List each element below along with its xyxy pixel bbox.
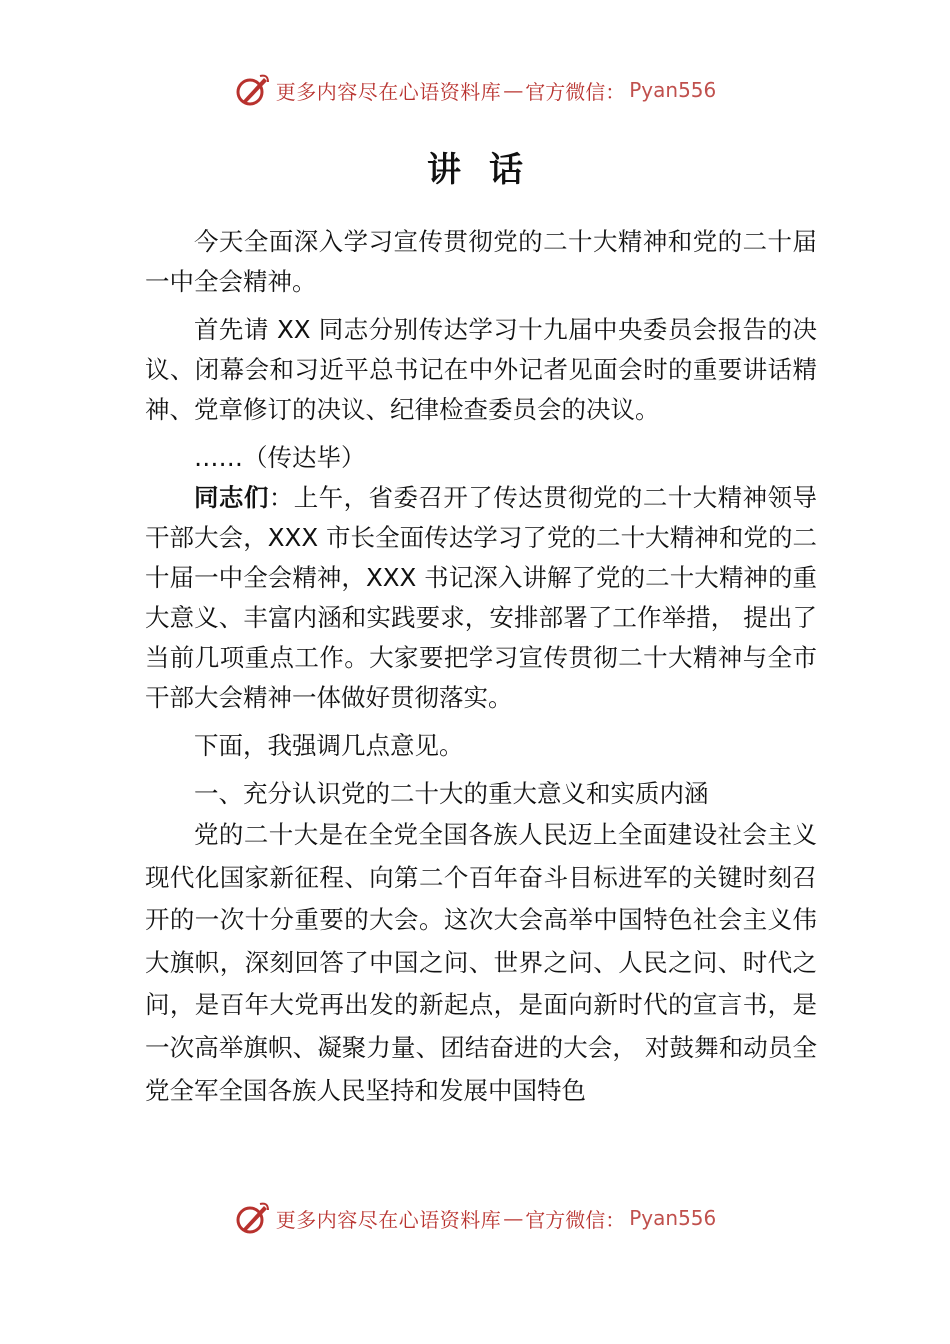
banner-brand: 更多内容尽在心语资料库 [275, 79, 502, 104]
paragraph-comrades [145, 478, 817, 718]
document-body [145, 222, 817, 1112]
banner-separator: — [503, 78, 524, 102]
banner-wechat-label: 官方微信： [525, 1207, 626, 1232]
document-title: 讲话 [427, 150, 551, 190]
banner-wechat-id: Pyan556 [629, 78, 717, 102]
paragraph-relay: 首先请 XX 同志分别传达学习十九届中央委员会报告的决议、闭幕会和习近平总书记在中外记者见面会时的重要讲话精神、党章修订的决议、纪律检查委员会的决议。 [145, 315, 817, 424]
banner-separator: — [503, 1206, 524, 1230]
comrades-text: ：上午，省委召开了传达贯彻党的二十大精神领导干部大会，XXX 市长全面传达学习了党的二十大精神和党的二十届一中全会精神，XXX 书记深入讲解了党的二十大精神的重大意义、丰富内涵和实践要求，安排部署了工作举措， 提出了当前几项重点工作。大家要把学习宣传贯彻二十大精神与全市干部大会精神一体做好贯彻落实。 [145, 483, 817, 712]
banner-wechat-id: Pyan556 [629, 1206, 717, 1230]
footer-banner [0, 1200, 950, 1236]
banner-wechat-label: 官方微信： [525, 79, 626, 104]
comrades-lead: 同志们 [194, 483, 269, 512]
paragraph-relay-end: ……（传达毕） [194, 443, 366, 472]
quill-pen-logo-icon [234, 1200, 270, 1236]
section-heading-1: 一、充分认识党的二十大的重大意义和实质内涵 [194, 779, 709, 808]
quill-pen-logo-icon [234, 72, 270, 108]
header-banner [0, 72, 950, 108]
banner-brand: 更多内容尽在心语资料库 [275, 1207, 502, 1232]
section-1-text: 党的二十大是在全党全国各族人民迈上全面建设社会主义现代化国家新征程、向第二个百年奋斗目标进军的关键时刻召开的一次十分重要的大会。这次大会高举中国特色社会主义伟大旗帜，深刻回答了中国之问、世界之问、人民之问、时代之问，是百年大党再出发的新起点，是面向新时代的宣言书，是一次高举旗帜、凝聚力量、团结奋进的大会， 对鼓舞和动员全党全军全国各族人民坚持和发展中国特色 [145, 820, 817, 1105]
paragraph-intro: 下面，我强调几点意见。 [194, 731, 464, 760]
paragraph-opening: 今天全面深入学习宣传贯彻党的二十大精神和党的二十届一中全会精神。 [145, 227, 817, 296]
